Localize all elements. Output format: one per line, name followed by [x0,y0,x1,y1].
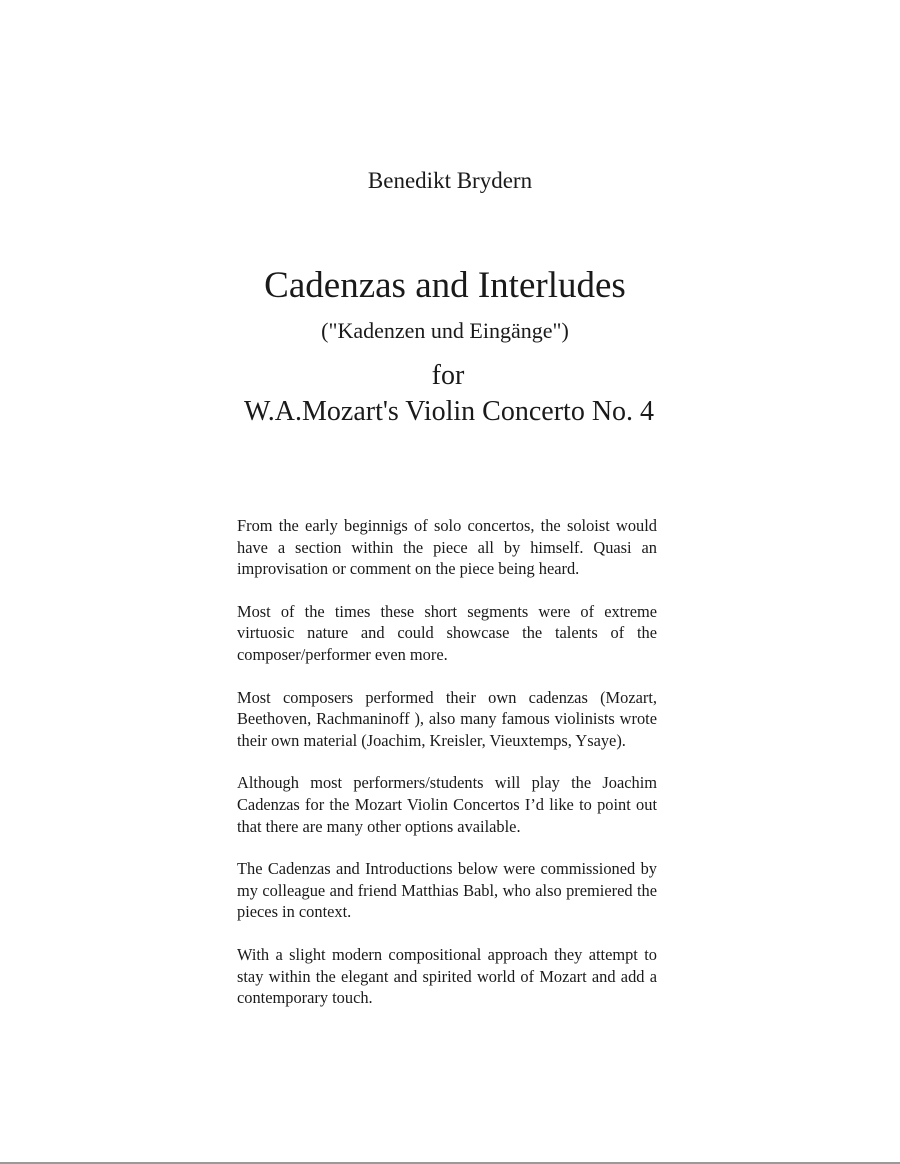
author-name: Benedikt Brydern [367,168,533,193]
paragraph-2: Most of the times these short segments were of extreme virtuosic nature and could showcase the talents of the composer/performer even more. [237,601,657,664]
paragraph-5: The Cadenzas and Introductions below were commissioned by my colleague and friend Matthias Babl, who also premiered the pieces in context. [237,859,657,922]
page-title: Cadenzas and Interludes [264,265,626,306]
for-label: for [431,360,465,391]
paragraph-4: Although most performers/students will play the Joachim Cadenzas for the Mozart Violin Concertos I’d like to point out that there are many other options available. [237,773,657,836]
body-text [237,515,657,1030]
paragraph-3: Most composers performed their own cadenzas (Mozart, Beethoven, Rachmaninoff ), also many famous violinists wrote their own material (Joachim, Kreisler, Vieuxtemps, Ysaye). [237,687,657,750]
page-subtitle: ("Kadenzen und Eingänge") [321,318,569,343]
paragraph-6: With a slight modern compositional approach they attempt to stay within the elegant and spirited world of Mozart and add a contemporary touch. [237,944,657,1008]
paragraph-1: From the early beginnigs of solo concertos, the soloist would have a section within the piece all by himself. Quasi an improvisation or comment on the piece being heard. [237,516,657,579]
work-title: W.A.Mozart's Violin Concerto No. 4 [243,396,655,427]
